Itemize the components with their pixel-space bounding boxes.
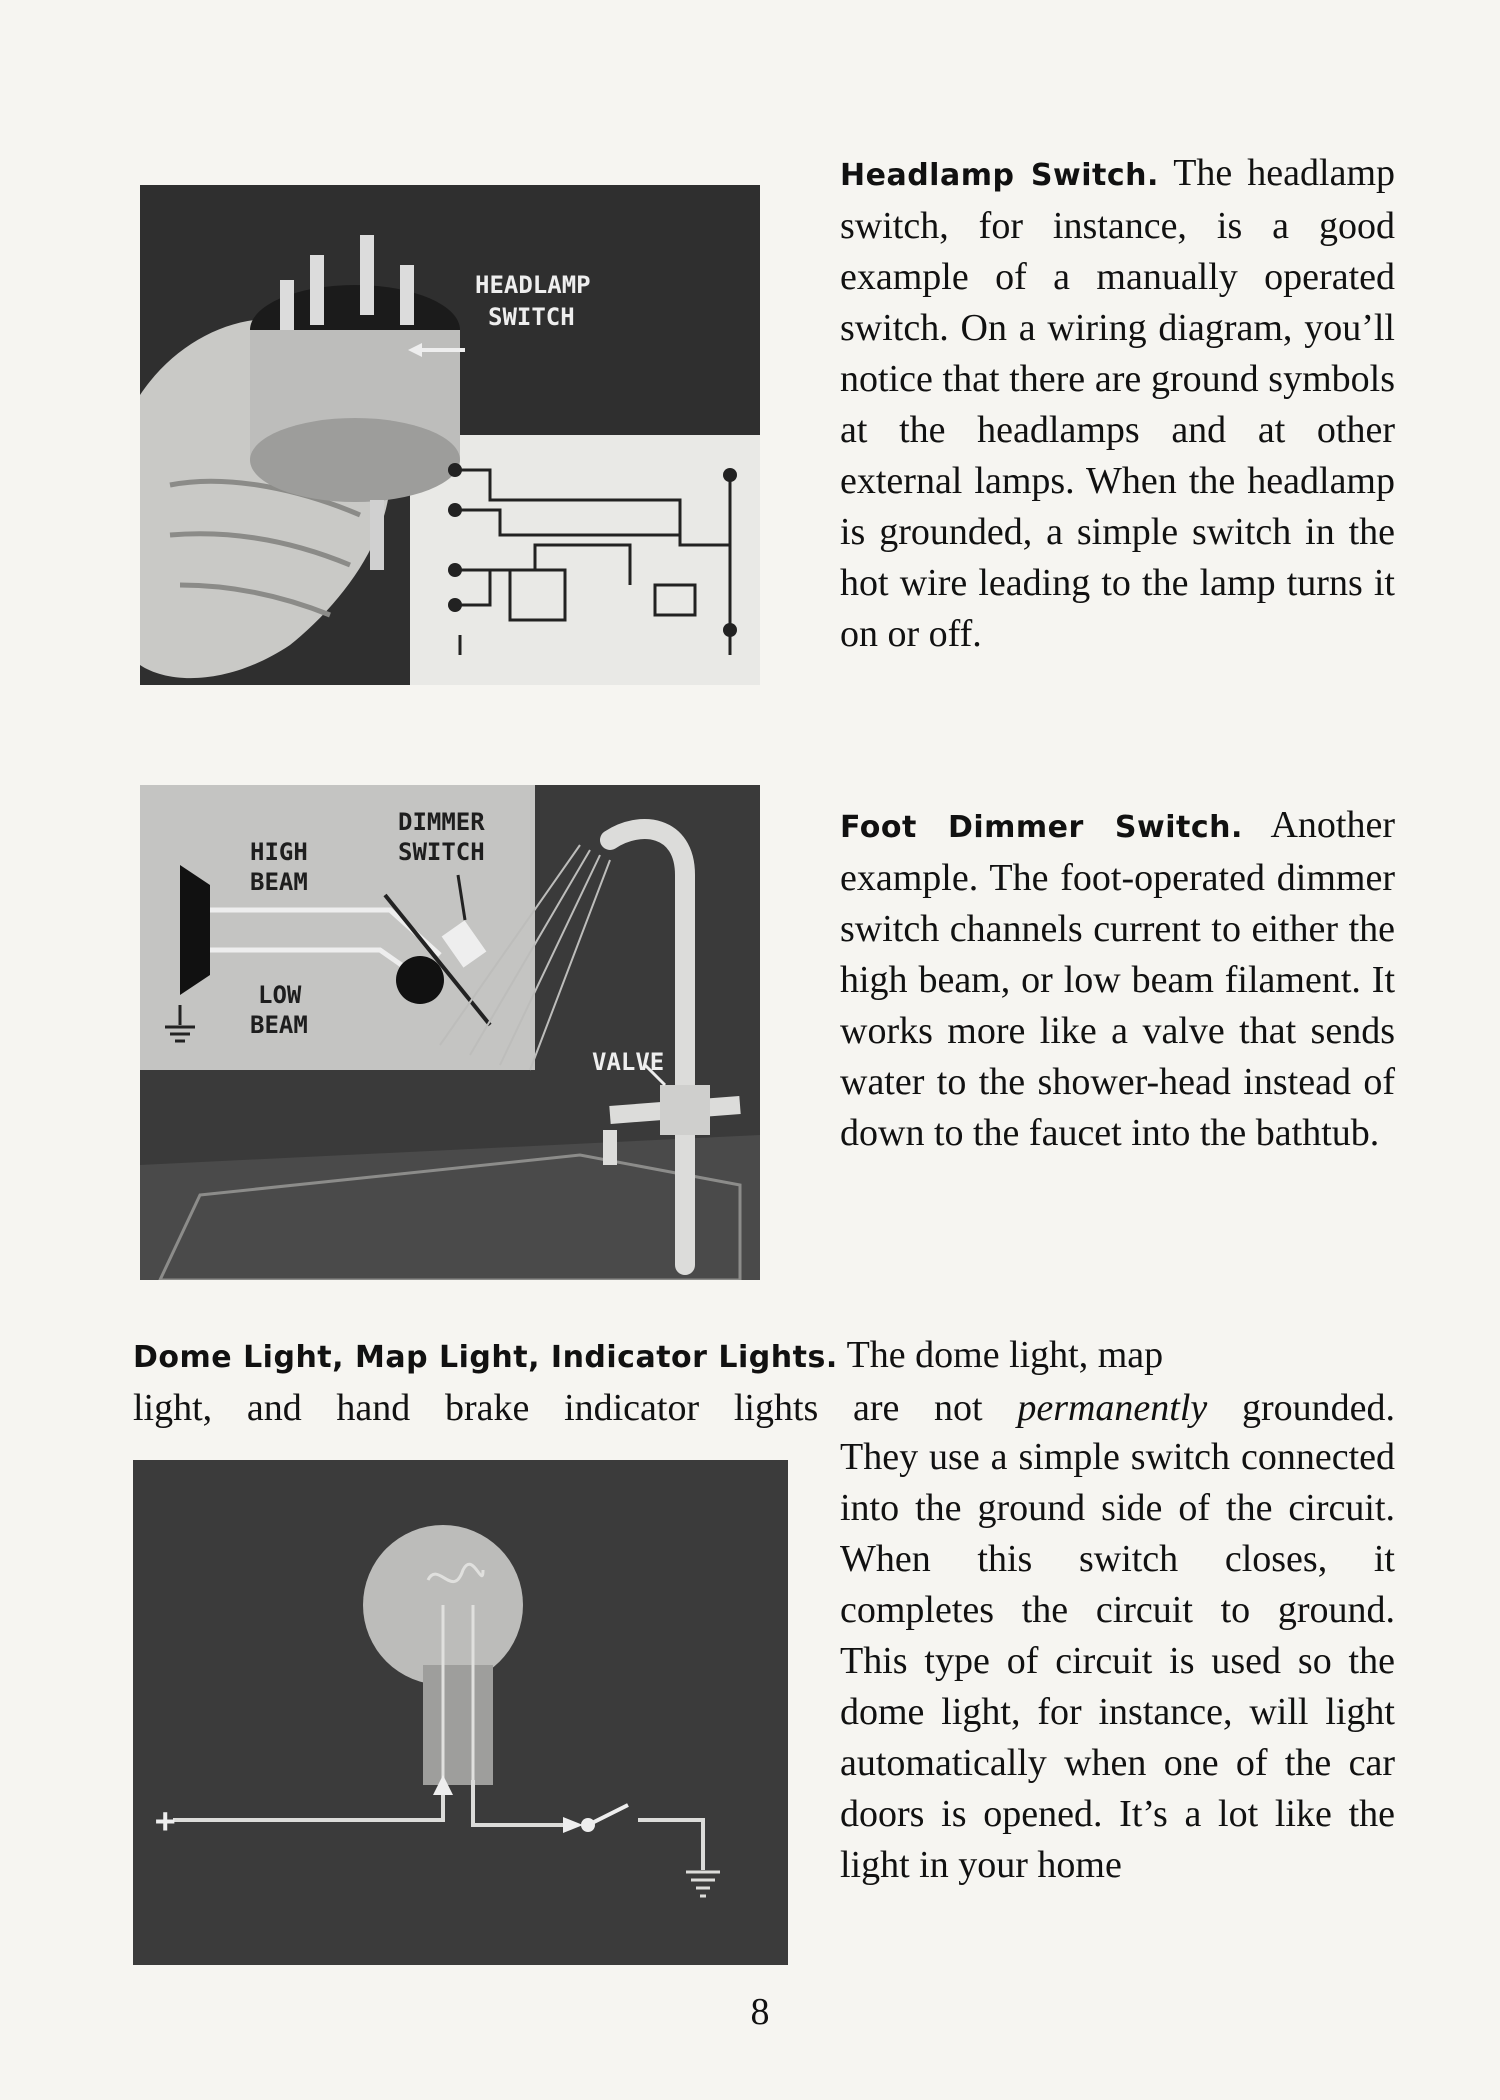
high-beam-label-line1: HIGH [250, 838, 308, 866]
dimmer-switch-label-line1: DIMMER [398, 808, 485, 836]
headlamp-switch-figure [140, 185, 760, 685]
headlamp-switch-label-line1: HEADLAMP [475, 271, 591, 299]
dome-intro-line2-a: light, and hand brake indicator lights are not [133, 1387, 983, 1429]
low-beam-label-line2: BEAM [250, 1011, 308, 1039]
dimmer-heading: Foot Dimmer Switch. [840, 810, 1243, 845]
dome-intro-line2 [133, 1383, 1395, 1434]
dome-light-figure [133, 1460, 788, 1965]
dome-light-illustration [133, 1460, 788, 1965]
dimmer-body: Another example. The foot-operated dimmer switch channels current to either the high beam, or low beam filament. It works more like a valve that sends water to the shower-head instead of down to the faucet into the bathtub. [840, 804, 1395, 1154]
dome-paragraph-intro [133, 1330, 1395, 1434]
headlamp-heading: Headlamp Switch. [840, 158, 1159, 193]
dome-heading: Dome Light, Map Light, Indicator Lights. [133, 1340, 838, 1375]
low-beam-label-line1: LOW [258, 981, 302, 1009]
valve-label: VALVE [592, 1048, 665, 1076]
headlamp-switch-illustration [140, 185, 760, 685]
positive-symbol: + [155, 1801, 176, 1841]
dome-paragraph-continued: They use a simple switch connected into the ground side of the circuit. When this switch closes, it completes the circuit to ground. This type of circuit is used so the dome light, for instance, will light automatically when one of the car doors is opened. It’s a lot like the light in your home [840, 1436, 1395, 1886]
dimmer-switch-label-line2: SWITCH [398, 838, 485, 866]
dome-intro-line2-b: grounded. [1241, 1387, 1396, 1429]
dome-intro-emphasis: permanently [1017, 1387, 1208, 1429]
page-number: 8 [750, 1991, 770, 2033]
headlamp-body: The headlamp switch, for instance, is a good example of a manually operated switch. On a wiring diagram, you’ll notice that there are ground symbols at the headlamps and at other external lamps. When the headlamp is grounded, a simple switch in the hot wire leading to the lamp turns it on or off. [840, 152, 1395, 655]
dimmer-switch-illustration [140, 785, 760, 1280]
wiring-diagram-panel [410, 435, 760, 685]
dome-intro-rest: The dome light, map [846, 1334, 1164, 1376]
dimmer-paragraph [840, 800, 1395, 1159]
high-beam-label-line2: BEAM [250, 868, 308, 896]
dimmer-switch-figure [140, 785, 760, 1280]
headlamp-switch-label-line2: SWITCH [488, 303, 575, 331]
headlamp-paragraph [840, 148, 1395, 660]
